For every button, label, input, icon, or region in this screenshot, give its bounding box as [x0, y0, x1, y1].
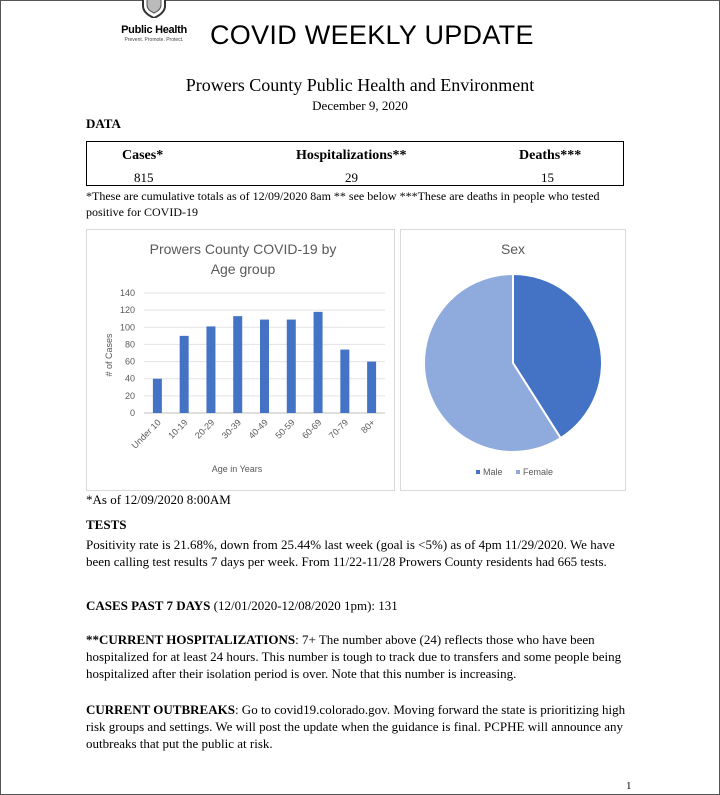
y-axis-label: # of Cases [104, 333, 114, 377]
bar-70-79 [340, 350, 349, 413]
pie-chart-title: Sex [500, 241, 526, 257]
sex-chart [400, 229, 626, 491]
x-tick-label: 10-19 [166, 417, 190, 441]
cases-7-days-text: (12/01/2020-12/08/2020 1pm): 131 [210, 598, 398, 613]
organization-name: Prowers County Public Health and Environment [185, 75, 535, 95]
x-tick-label: 80+ [359, 417, 378, 436]
deaths-value: 15 [541, 170, 554, 185]
bar-80- [367, 362, 376, 413]
hospitalizations-heading: **CURRENT HOSPITALIZATIONS [86, 632, 296, 647]
tests-text: Positivity rate is 21.68%, down from 25.44% last week (goal is <5%) as of 4pm 11/29/2020. We have been calling test results 7 days per week. From 11/22-11/28 Prowers County residents had 665 tests. [86, 537, 615, 569]
sex-pie-chart [401, 230, 625, 490]
shield-icon [141, 0, 167, 18]
hospitalizations-value: 29 [345, 170, 358, 185]
hospitalizations-text: : 7+ The number above (24) reflects those who have been hospitalized for at least 24 hours. This number is tough to track due to transfers and some people being hospitalized after their isolation period is over. Note that this number is increasing. [86, 632, 622, 681]
legend-swatch-female [516, 470, 520, 474]
bar-chart-title-line1: Prowers County COVID-19 by [149, 241, 337, 257]
bar-60-69 [314, 312, 323, 413]
public-health-logo [108, 0, 200, 46]
bar-40-49 [260, 320, 269, 413]
page-title: COVID WEEKLY UPDATE [210, 20, 534, 50]
bar-30-39 [233, 316, 242, 413]
cases-7-days-heading: CASES PAST 7 DAYS [86, 598, 211, 613]
outbreaks-heading: CURRENT OUTBREAKS [86, 702, 235, 717]
tests-heading: TESTS [86, 517, 127, 532]
bar-chart-title-line2: Age group [210, 261, 276, 277]
chart-note: *As of 12/09/2020 8:00AM [86, 492, 231, 507]
legend-label-female: Female [523, 467, 554, 477]
legend-label-male: Male [483, 467, 503, 477]
x-tick-label: 40-49 [246, 417, 270, 441]
cases-7-days [86, 597, 634, 614]
x-tick-label: Under 10 [129, 417, 163, 451]
cases-value: 815 [134, 170, 154, 185]
current-outbreaks [86, 701, 634, 752]
data-heading: DATA [86, 116, 121, 131]
deaths-label: Deaths*** [519, 148, 582, 163]
data-footnote: *These are cumulative totals as of 12/09/2020 8am ** see below ***These are deaths in people who tested positive for COVID-19 [86, 189, 600, 219]
legend-swatch-male [476, 470, 480, 474]
x-tick-label: 30-39 [219, 417, 244, 441]
bar-20-29 [206, 326, 215, 413]
bar-10-19 [180, 336, 189, 413]
y-tick-label: 20 [124, 390, 135, 401]
age-bar-chart [87, 230, 394, 490]
x-tick-label: 50-59 [273, 417, 297, 441]
x-tick-label: 20-29 [193, 417, 217, 441]
logo-tagline: Prevent. Promote. Protect. [124, 37, 184, 43]
x-tick-label: 60-69 [300, 417, 324, 441]
y-tick-label: 40 [124, 373, 135, 384]
hospitalizations-label: Hospitalizations** [296, 148, 407, 163]
page-number: 1 [626, 780, 632, 792]
y-tick-label: 100 [119, 322, 135, 333]
y-tick-label: 120 [119, 305, 135, 316]
y-tick-label: 80 [124, 339, 135, 350]
logo-name: Public Health [121, 24, 187, 36]
report-date: December 9, 2020 [312, 98, 408, 113]
y-tick-label: 60 [124, 356, 135, 367]
stats-table [86, 141, 624, 186]
current-hospitalizations [86, 631, 634, 682]
y-tick-label: 0 [129, 408, 135, 418]
bar-under-10 [153, 379, 162, 413]
cases-label: Cases* [122, 148, 164, 163]
x-tick-label: 70-79 [326, 417, 351, 441]
bar-50-59 [287, 320, 296, 413]
x-axis-label: Age in Years [211, 464, 263, 474]
outbreaks-text: : Go to covid19.colorado.gov. Moving forward the state is prioritizing high risk groups and settings. We will post the update when the guidance is final. PCPHE will announce any outbreaks that put the public at risk. [86, 702, 626, 751]
age-chart [86, 229, 395, 491]
y-tick-label: 140 [119, 288, 135, 298]
